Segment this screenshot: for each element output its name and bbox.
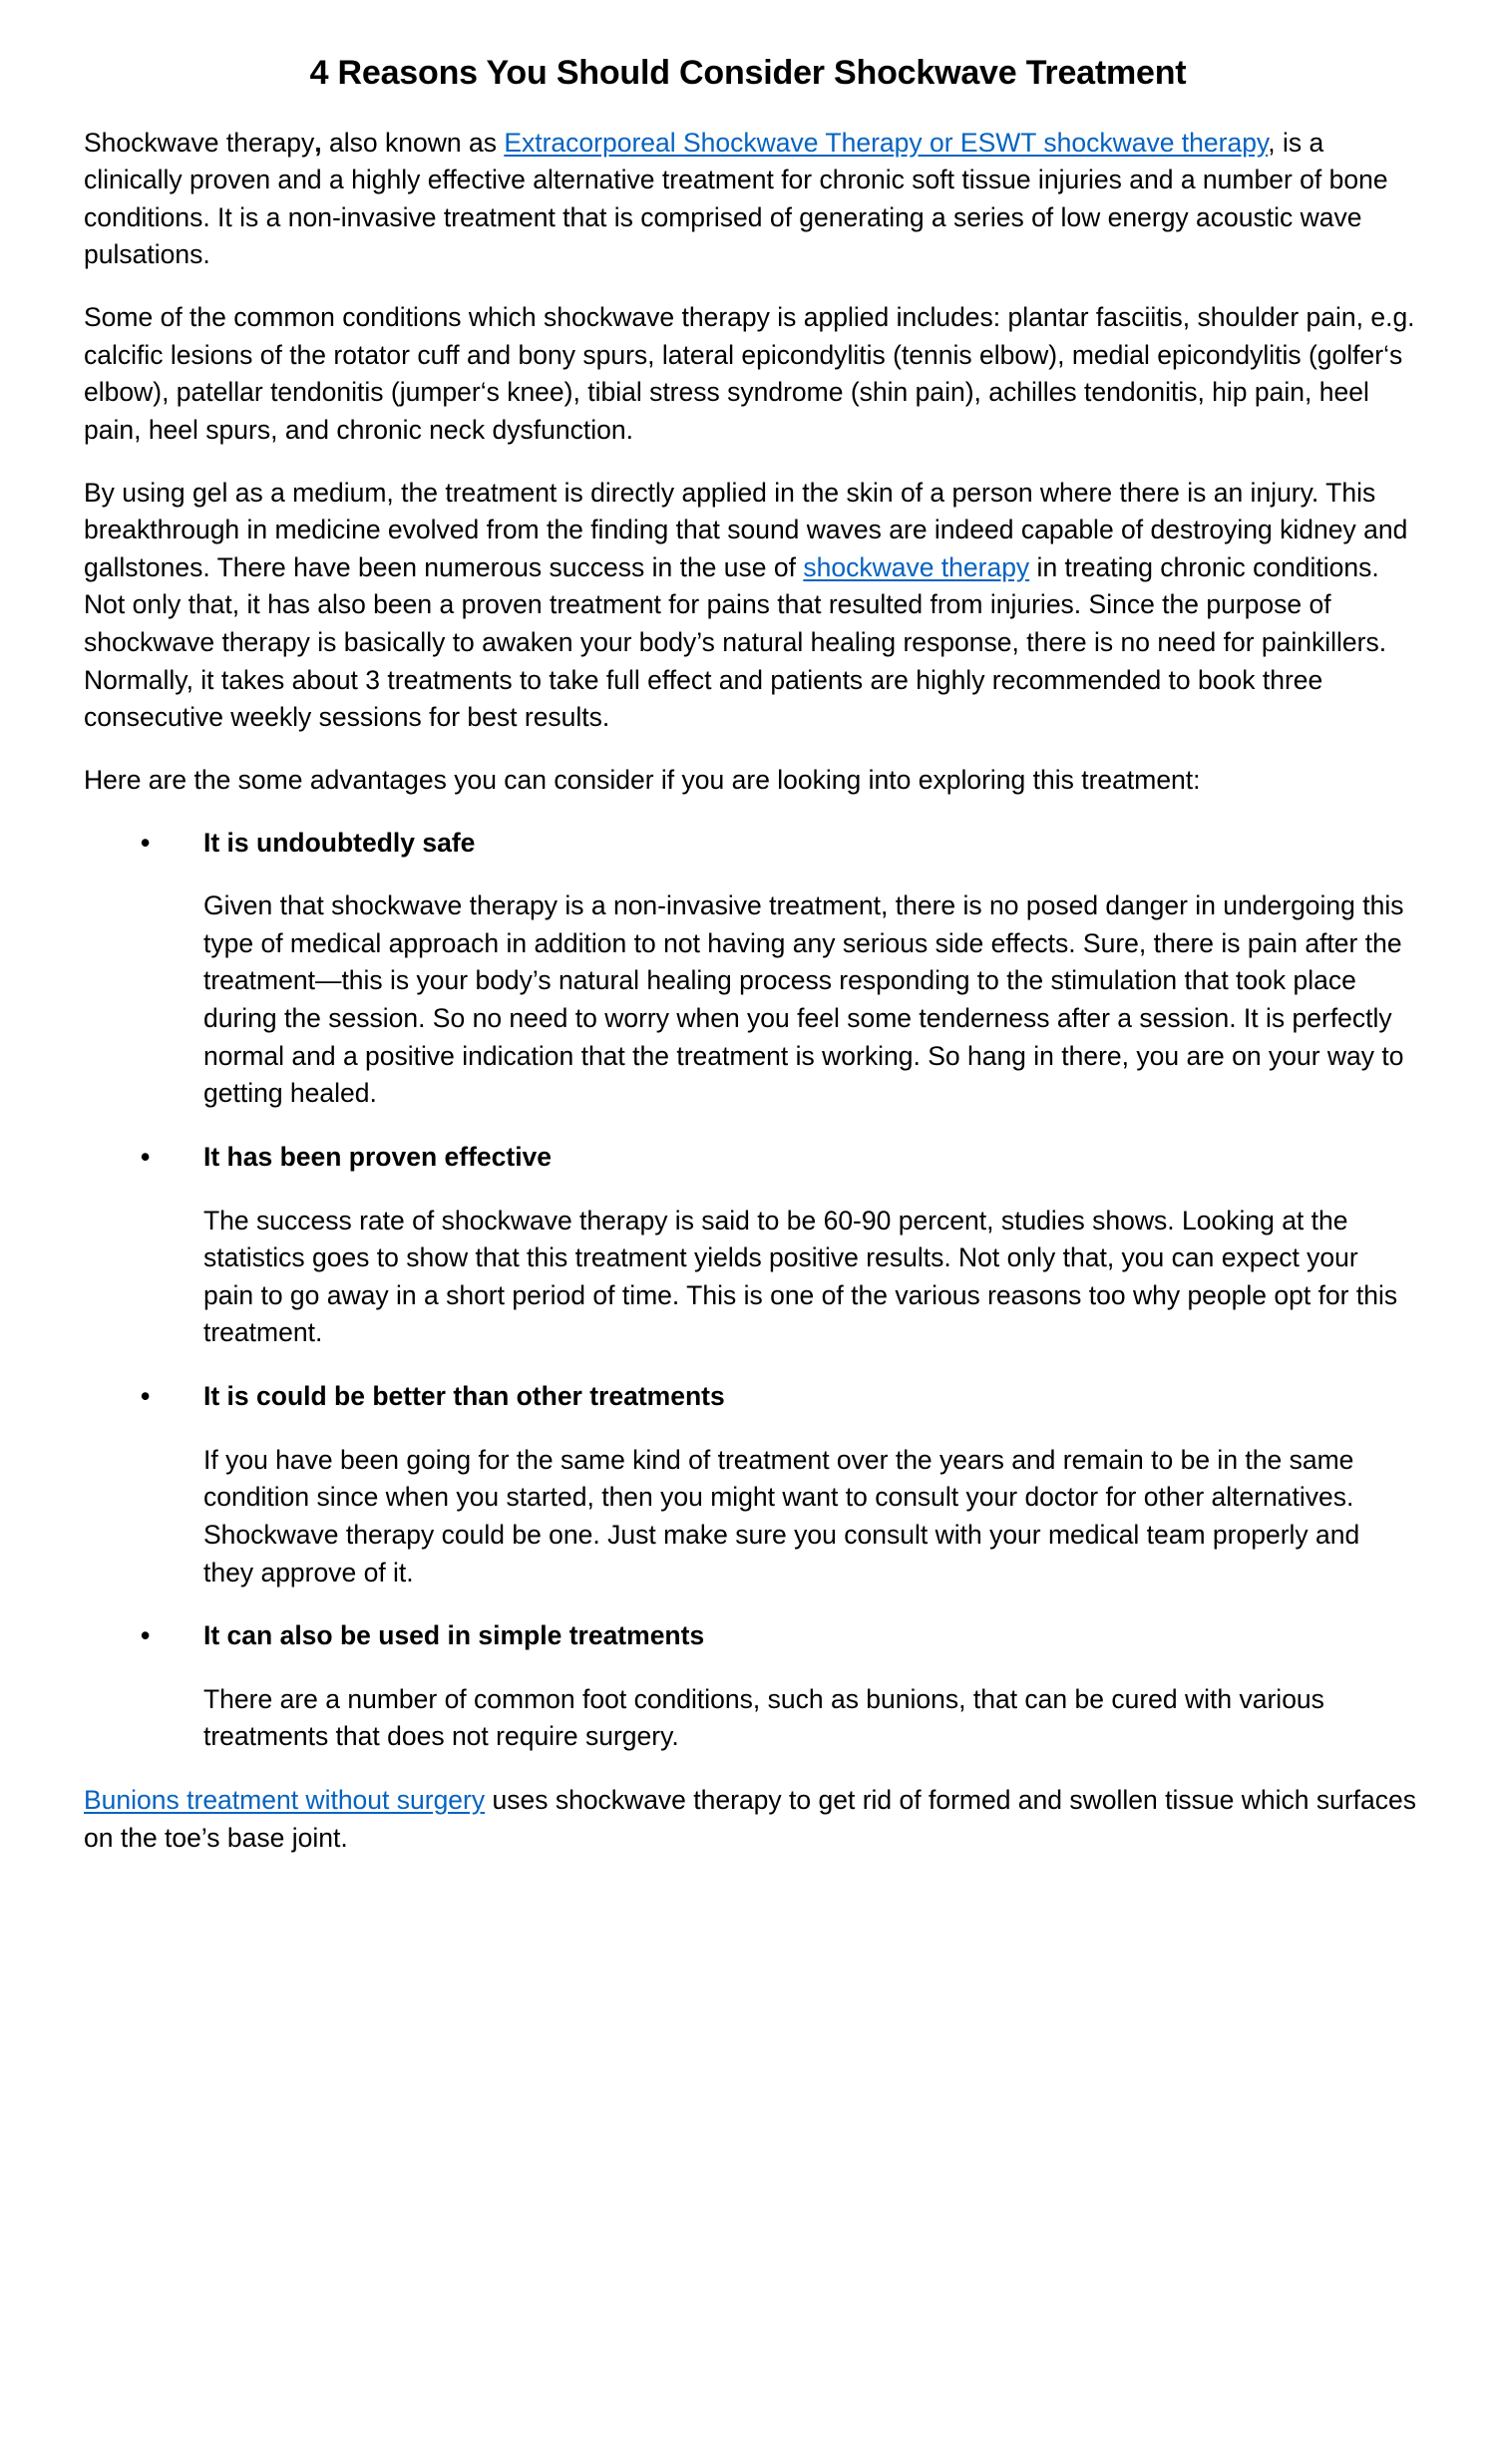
bullet-point-icon: • xyxy=(141,1620,151,1651)
paragraph-intro-comma: , xyxy=(314,127,322,158)
paragraph-bunions-closing xyxy=(84,1782,1416,1857)
bullet-heading-label: It is undoubtedly safe xyxy=(203,827,476,858)
bullet-body-text: The success rate of shockwave therapy is said to be 60-90 percent, studies shows. Looking at the statistics goes to show that this treatment yields positive results. Not only that, you can expect your pain to go away in a short period of time. This is one of the various reasons too why people opt for this treatment. xyxy=(203,1205,1398,1348)
bullet-heading xyxy=(84,1139,1416,1177)
link-eswt-shockwave-therapy[interactable]: Extracorporeal Shockwave Therapy or ESWT shockwave therapy xyxy=(504,127,1269,158)
paragraph-gel-text-b: in treating chronic conditions. Not only that, it has also been a proven treatment for pains that resulted from injuries. Since the purpose of shockwave therapy is basically to awaken your body’s natural healing response, there is no need for painkillers. Normally, it takes about 3 treatments to take full effect and patients are highly recommended to book three consecutive weekly sessions for best results. xyxy=(84,551,1387,733)
paragraph-intro-text-a: Shockwave therapy xyxy=(84,127,315,158)
page-title: 4 Reasons You Should Consider Shockwave Treatment xyxy=(309,54,1187,92)
link-bunions-treatment-without-surgery[interactable]: Bunions treatment without surgery xyxy=(84,1785,486,1815)
bullet-heading xyxy=(84,1617,1416,1655)
bullet-point-icon: • xyxy=(141,1141,151,1172)
bullet-body-text: If you have been going for the same kind of treatment over the years and remain to be in the same condition since when you started, then you might want to consult your doctor for other alternatives. Shockwave therapy could be one. Just make sure you consult with your medical team properly and they approve of it. xyxy=(203,1444,1360,1587)
paragraph-bunions-text: uses shockwave therapy to get rid of formed and swollen tissue which surfaces on the toe’s base joint. xyxy=(84,1785,1416,1853)
paragraph-gel-text-a: By using gel as a medium, the treatment is directly applied in the skin of a person where there is an injury. This breakthrough in medicine evolved from the finding that sound waves are indeed capable of destroying kidney and gallstones. There have been numerous success in the use of xyxy=(84,477,1408,582)
bullet-point-icon: • xyxy=(141,1381,151,1411)
list-item xyxy=(84,1617,1416,1756)
paragraph-advantages-lead: Here are the some advantages you can consider if you are looking into exploring this treatment: xyxy=(84,764,1201,795)
bullet-point-icon: • xyxy=(141,827,151,858)
bullet-heading-label: It has been proven effective xyxy=(203,1141,553,1172)
paragraph-intro-text-b: also known as xyxy=(321,127,505,158)
list-item xyxy=(84,1139,1416,1352)
bullet-body-text: Given that shockwave therapy is a non-invasive treatment, there is no posed danger in undergoing this type of medical approach in addition to not having any serious side effects. Sure, there is pain after the treatment—this is your body’s natural healing process responding to the stimulation that took place during the session. So no need to worry when you feel some tenderness after a session. It is perfectly normal and a positive indication that the treatment is working. So hang in there, you are on your way to getting healed. xyxy=(203,890,1404,1109)
link-shockwave-therapy[interactable]: shockwave therapy xyxy=(803,551,1030,582)
document-body xyxy=(0,95,1496,1858)
advantages-list xyxy=(84,825,1416,1757)
paragraph-intro xyxy=(84,125,1416,275)
bullet-heading xyxy=(84,1378,1416,1416)
bullet-heading-label: It is could be better than other treatments xyxy=(203,1381,725,1411)
paragraph-intro-text-c: , is a clinically proven and a highly effective alternative treatment for chronic soft tissue injuries and a number of bone conditions. It is a non-invasive treatment that is comprised of generating a series of low energy acoustic wave pulsations. xyxy=(84,127,1388,270)
bullet-heading-label: It can also be used in simple treatments xyxy=(203,1620,705,1651)
list-item xyxy=(84,1378,1416,1591)
bullet-body-text: There are a number of common foot conditions, such as bunions, that can be cured with various treatments that does not require surgery. xyxy=(203,1683,1324,1752)
paragraph-gel-medium xyxy=(84,475,1416,737)
paragraph-conditions: Some of the common conditions which shockwave therapy is applied includes: plantar fasciitis, shoulder pain, e.g. calcific lesions of the rotator cuff and bony spurs, lateral epicondylitis (tennis elbow), medial epicondylitis (golfer‘s elbow), patellar tendonitis (jumper‘s knee), tibial stress syndrome (shin pain), achilles tendonitis, hip pain, heel pain, heel spurs, and chronic neck dysfunction. xyxy=(84,302,1415,445)
list-item xyxy=(84,825,1416,1113)
bullet-heading xyxy=(84,825,1416,863)
